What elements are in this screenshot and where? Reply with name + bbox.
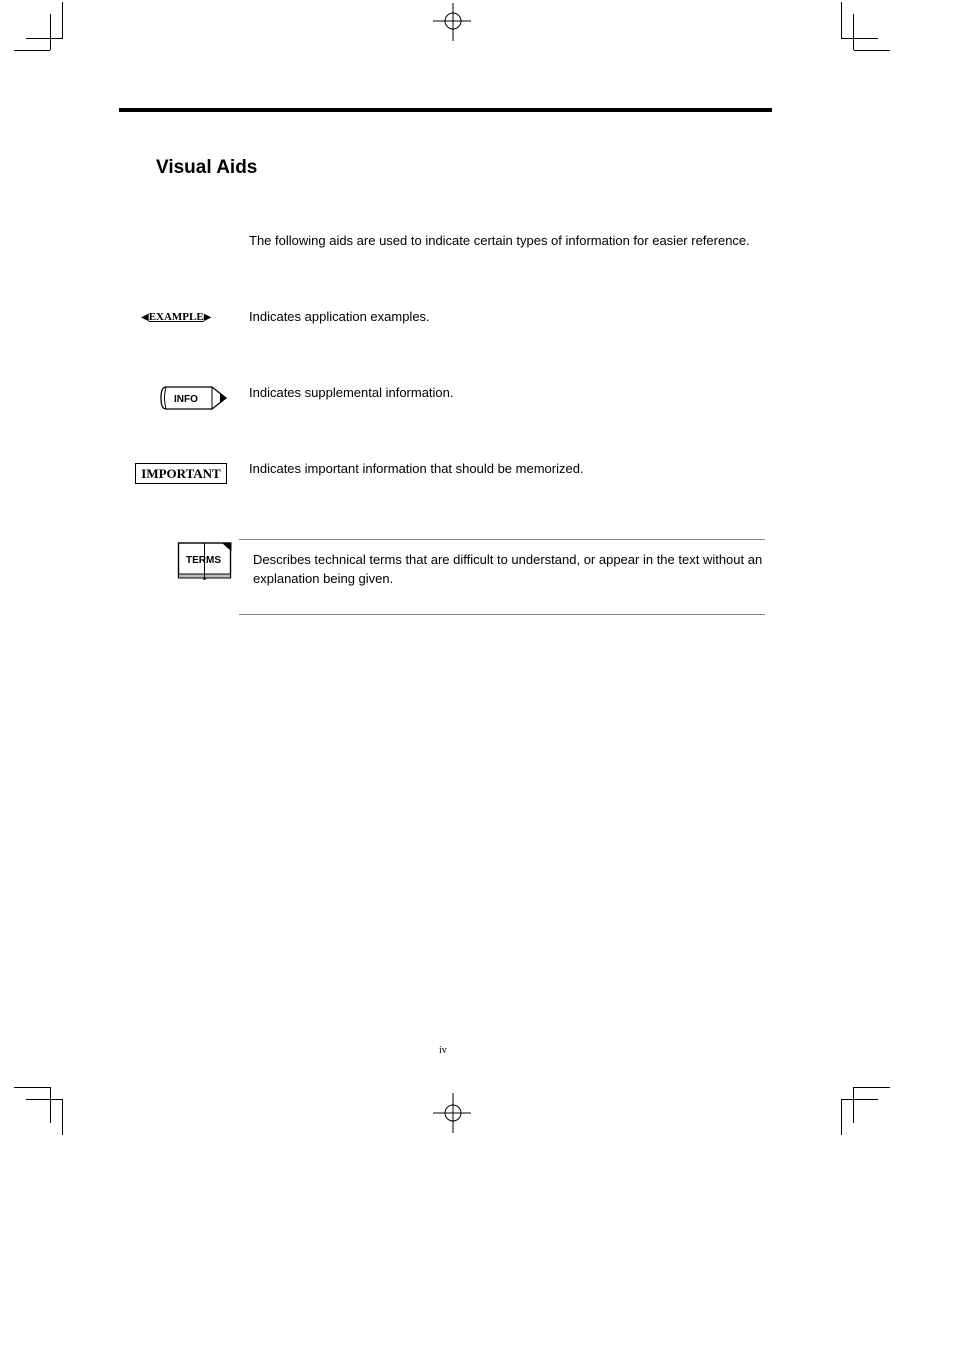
terms-icon-label: TERMS — [186, 555, 221, 566]
important-icon — [135, 463, 227, 484]
header-rule — [119, 108, 772, 112]
info-description: Indicates supplemental information. — [249, 385, 454, 400]
registration-mark-top-icon — [433, 3, 473, 43]
example-icon-label: EXAMPLE — [148, 311, 204, 323]
terms-book-icon — [177, 541, 233, 581]
important-icon-label: IMPORTANT — [141, 465, 221, 481]
important-description: Indicates important information that should be memorized. — [249, 461, 584, 476]
info-pencil-icon — [160, 385, 228, 411]
info-icon-label: INFO — [174, 394, 198, 405]
example-description: Indicates application examples. — [249, 309, 430, 324]
example-icon: ◀ EXAMPLE ▶ — [141, 311, 212, 323]
intro-text: The following aids are used to indicate certain types of information for easier reference. — [249, 233, 750, 248]
terms-description: Describes technical terms that are difficult to understand, or appear in the text without an explanation being given. — [253, 552, 763, 586]
page-number: iv — [439, 1045, 447, 1056]
page-title: Visual Aids — [156, 157, 258, 178]
registration-mark-bottom-icon — [433, 1093, 473, 1135]
